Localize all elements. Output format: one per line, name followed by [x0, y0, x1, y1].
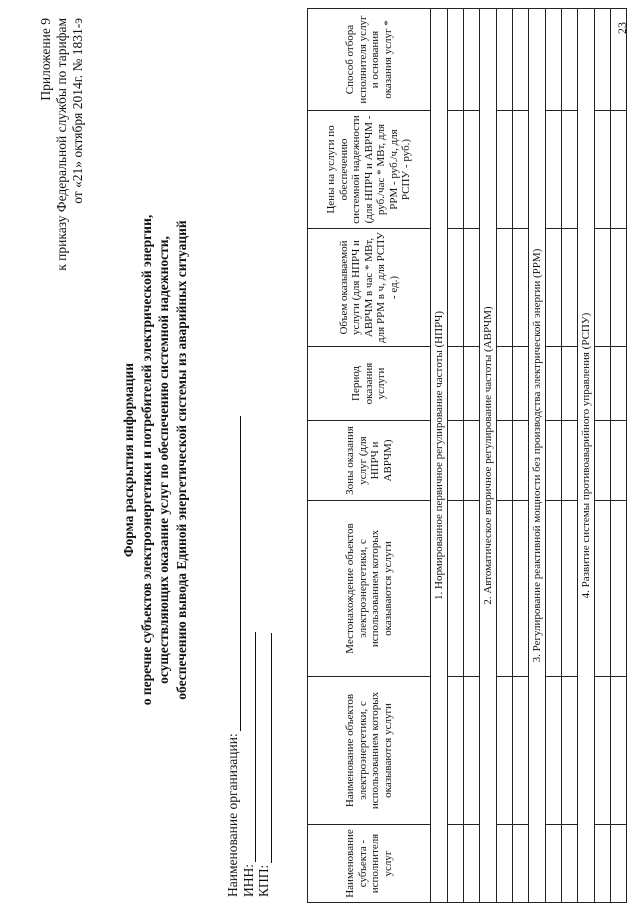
col-header-volume: Объем оказываемой услуги (для НПРЧ и АВРЧМ в час * МВт, для РРМ в ч, для РСПУ - ед.) — [308, 229, 431, 347]
table-cell — [546, 347, 562, 421]
table-row — [431, 9, 448, 903]
col-header-zones: Зоны оказания услуг (для НПРЧ и АВРЧМ) — [308, 421, 431, 501]
table-cell — [595, 229, 611, 347]
table-cell — [464, 421, 480, 501]
table-cell — [497, 229, 513, 347]
table-row — [464, 9, 480, 903]
table-row — [546, 9, 562, 903]
table-cell — [464, 825, 480, 903]
col-header-objects: Наименование объектов электроэнергетики, с использованием которых оказываются услуги — [308, 677, 431, 825]
table-cell — [448, 677, 464, 825]
table-row — [480, 9, 497, 903]
table-row — [595, 9, 611, 903]
col-header-selection: Способ отбора исполнителя услуг и основания оказания услуг * — [308, 9, 431, 111]
kpp-blank — [259, 633, 272, 863]
table-cell — [546, 825, 562, 903]
appendix-number: Приложение 9 — [38, 18, 53, 101]
table-cell — [546, 9, 562, 111]
table-cell — [595, 677, 611, 825]
org-name-field — [225, 377, 241, 897]
table-row — [529, 9, 546, 903]
table-cell — [497, 421, 513, 501]
table-cell — [464, 501, 480, 677]
table-cell — [546, 421, 562, 501]
table-row — [562, 9, 578, 903]
form-title-line-3: осуществляющих оказание услуг по обеспечению системной надежности, — [156, 236, 171, 684]
table-cell — [448, 111, 464, 229]
table-cell — [464, 9, 480, 111]
organization-fields — [225, 377, 272, 897]
table-cell — [546, 229, 562, 347]
page-number: 23 — [615, 22, 629, 34]
table-cell — [562, 421, 578, 501]
table-cell — [448, 421, 464, 501]
table-row — [611, 9, 627, 903]
table-cell — [464, 111, 480, 229]
table-cell — [562, 677, 578, 825]
table-cell — [464, 347, 480, 421]
form-title — [120, 180, 190, 740]
table-cell — [611, 825, 627, 903]
table-cell — [595, 501, 611, 677]
table-row — [448, 9, 464, 903]
table-cell — [497, 825, 513, 903]
section-heading-avrchm: 2. Автоматическое вторичное регулирование частоты (АВРЧМ) — [480, 9, 497, 903]
col-header-location: Местонахождение объектов электроэнергетики, с использованием которых оказываются услуги — [308, 501, 431, 677]
table-cell — [562, 229, 578, 347]
form-title-line-2: о перечне субъектов электроэнергетики и потребителей электрической энергии, — [138, 214, 154, 706]
table-cell — [513, 229, 529, 347]
table-cell — [497, 501, 513, 677]
table-cell — [513, 421, 529, 501]
appendix-order-date: от «21» октября 2014г. № 1831-э — [70, 18, 85, 204]
table-cell — [448, 347, 464, 421]
table-cell — [497, 111, 513, 229]
table-cell — [513, 9, 529, 111]
form-title-line-1: Форма раскрытия информации — [121, 362, 136, 558]
form-title-line-4: обеспечению вывода Единой энергетической системы из аварийных ситуаций — [173, 220, 189, 700]
table-cell — [562, 347, 578, 421]
table-cell — [611, 421, 627, 501]
table-cell — [448, 501, 464, 677]
inn-label: ИНН: — [240, 864, 256, 897]
table-cell — [562, 501, 578, 677]
table-cell — [497, 347, 513, 421]
table-cell — [513, 501, 529, 677]
inn-blank — [243, 632, 256, 862]
table-cell — [546, 677, 562, 825]
table-cell — [595, 825, 611, 903]
inn-field — [241, 377, 257, 897]
table-cell — [497, 9, 513, 111]
table-cell — [611, 229, 627, 347]
table-cell — [562, 9, 578, 111]
table-cell — [513, 677, 529, 825]
table-cell — [497, 677, 513, 825]
table-cell — [464, 229, 480, 347]
table-cell — [562, 825, 578, 903]
table-cell — [546, 501, 562, 677]
col-header-prices: Цены на услуги по обеспечению системной надежности (для НПРЧ и АВРЧМ - руб./час * МВт, для РРМ - руб./ч, для РСПУ - руб.) — [308, 111, 431, 229]
table-row — [497, 9, 513, 903]
table-header-row — [308, 9, 431, 903]
org-name-blank — [228, 416, 241, 731]
table-cell — [595, 111, 611, 229]
table-cell — [448, 9, 464, 111]
table-cell — [448, 229, 464, 347]
table-cell — [513, 111, 529, 229]
section-heading-nprch: 1. Нормированное первичное регулирование частоты (НПРЧ) — [431, 9, 448, 903]
section-heading-rrm: 3. Регулирование реактивной мощности без производства электрической энергии (РРМ) — [529, 9, 546, 903]
table-cell — [546, 111, 562, 229]
table-cell — [595, 347, 611, 421]
table-cell — [611, 501, 627, 677]
appendix-header — [38, 18, 86, 378]
table-cell — [562, 111, 578, 229]
table-cell — [595, 421, 611, 501]
table-row — [578, 9, 595, 903]
table-cell — [464, 677, 480, 825]
kpp-label: КПП: — [256, 864, 271, 897]
kpp-field — [256, 377, 272, 897]
org-name-label: Наименование организации: — [225, 733, 240, 897]
table-cell — [595, 9, 611, 111]
col-header-provider: Наименование субъекта - исполнителя услуг — [308, 825, 431, 903]
appendix-order-ref: к приказу Федеральной службы по тарифам — [54, 18, 69, 271]
table-cell — [611, 111, 627, 229]
table-cell — [448, 825, 464, 903]
table-row — [513, 9, 529, 903]
section-heading-rspu: 4. Развитие системы противоаварийного управления (РСПУ) — [578, 9, 595, 903]
col-header-period: Период оказания услуги — [308, 347, 431, 421]
table-cell — [611, 677, 627, 825]
services-table — [307, 8, 627, 903]
table-cell — [611, 347, 627, 421]
table-cell — [513, 347, 529, 421]
table-cell — [513, 825, 529, 903]
